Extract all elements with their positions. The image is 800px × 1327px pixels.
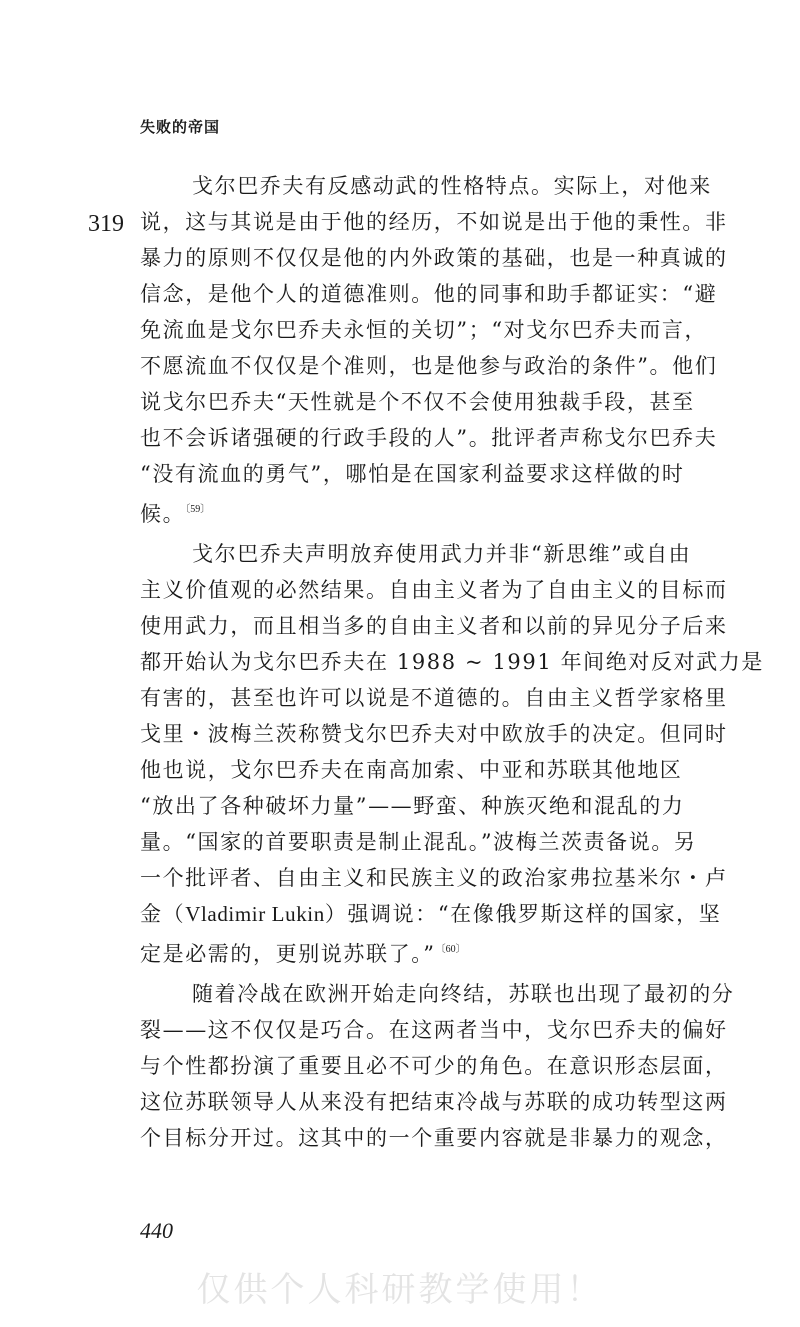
text-line: 使用武力，而且相当多的自由主义者和以前的异见分子后来	[140, 614, 728, 638]
text-line: 戈尔巴乔夫有反感动武的性格特点。实际上，对他来	[192, 174, 712, 198]
text-line: 一个批评者、自由主义和民族主义的政治家弗拉基米尔・卢	[140, 866, 728, 890]
text-line: 他也说，戈尔巴乔夫在南高加索、中亚和苏联其他地区	[140, 758, 683, 782]
text-line: 有害的，甚至也许可以说是不道德的。自由主义哲学家格里	[140, 686, 728, 710]
running-head: 失败的帝国	[140, 118, 221, 136]
text-line: 都开始认为戈尔巴乔夫在 1988 ~ 1991 年间绝对反对武力是	[140, 650, 764, 674]
watermark: 仅供个人科研教学使用！	[196, 1270, 604, 1310]
text-fragment: 候。	[140, 502, 186, 526]
footnote-ref: 〔60〕	[435, 944, 466, 955]
text-line: 裂——这不仅仅是巧合。在这两者当中，戈尔巴乔夫的偏好	[140, 1018, 728, 1042]
page-number: 440	[140, 1218, 173, 1243]
text-line: 主义价值观的必然结果。自由主义者为了自由主义的目标而	[140, 578, 728, 602]
text-line: 个目标分开过。这其中的一个重要内容就是非暴力的观念，	[140, 1126, 728, 1150]
text-line	[140, 492, 700, 528]
text-line	[140, 932, 700, 968]
text-fragment: 定是必需的，更别说苏联了。”	[140, 942, 436, 966]
footnote-ref: 〔59〕	[185, 504, 211, 515]
text-fragment: 金（	[140, 902, 186, 926]
text-line: 这位苏联领导人从来没有把结束冷战与苏联的成功转型这两	[140, 1090, 728, 1114]
text-line: 免流血是戈尔巴乔夫永恒的关切”；“对戈尔巴乔夫而言，	[140, 318, 708, 342]
text-line: 戈尔巴乔夫声明放弃使用武力并非“新思维”或自由	[192, 542, 692, 566]
text-line: 说，这与其说是由于他的经历，不如说是出于他的秉性。非	[140, 210, 728, 234]
text-line: 不愿流血不仅仅是个准则，也是他参与政治的条件”。他们	[140, 354, 718, 378]
text-line: 与个性都扮演了重要且必不可少的角色。在意识形态层面，	[140, 1054, 728, 1078]
text-line: 随着冷战在欧洲开始走向终结，苏联也出现了最初的分	[192, 982, 735, 1006]
text-line: 信念，是他个人的道德准则。他的同事和助手都证实：“避	[140, 282, 718, 306]
text-line: 也不会诉诸强硬的行政手段的人”。批评者声称戈尔巴乔夫	[140, 426, 718, 450]
text-fragment: ）强调说：“在像俄罗斯这样的国家，坚	[324, 902, 722, 926]
text-line: 暴力的原则不仅仅是他的内外政策的基础，也是一种真诚的	[140, 246, 728, 270]
margin-page-number: 319	[88, 211, 124, 237]
text-line: “放出了各种破坏力量”——野蛮、种族灭绝和混乱的力	[140, 794, 685, 818]
text-line: 量。“国家的首要职责是制止混乱。”波梅兰茨责备说。另	[140, 830, 697, 854]
text-line: 戈里・波梅兰茨称赞戈尔巴乔夫对中欧放手的决定。但同时	[140, 722, 728, 746]
text-line: “没有流血的勇气”，哪怕是在国家利益要求这样做的时	[140, 462, 685, 486]
text-line	[140, 896, 722, 932]
latin-name: Vladimir Lukin	[185, 902, 325, 926]
text-line: 说戈尔巴乔夫“天性就是个不仅不会使用独裁手段，甚至	[140, 390, 695, 414]
body-text	[140, 168, 764, 1156]
